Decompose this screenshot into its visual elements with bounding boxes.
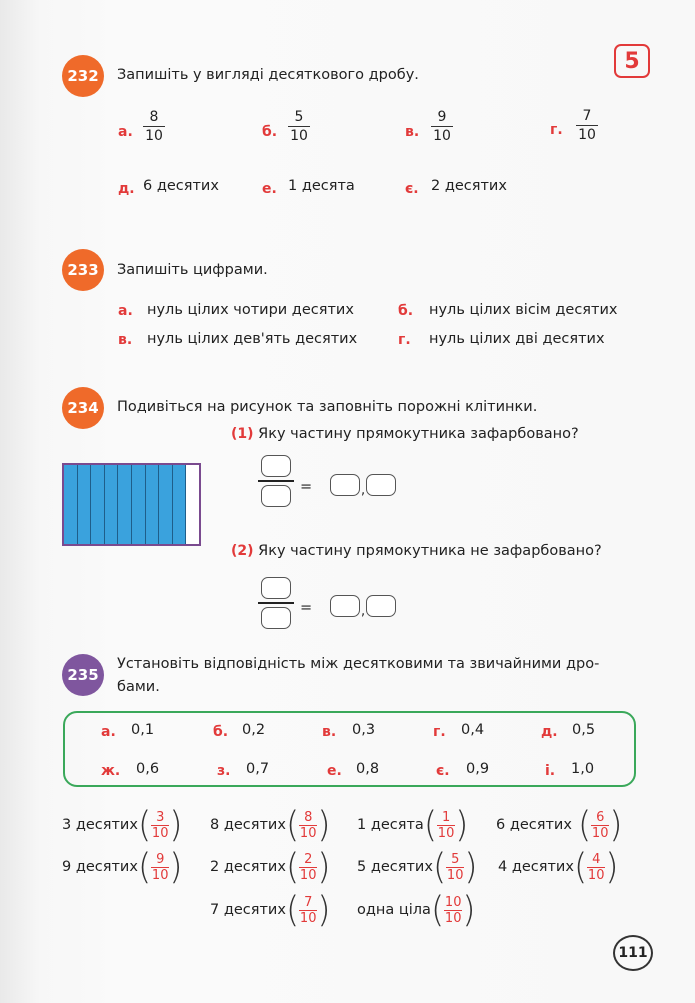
numerator: 4 [592, 851, 601, 867]
fraction-item: 3 десятих ( 3 10 ) [62, 804, 183, 846]
fraction-item: 9 десятих ( 9 10 ) [62, 846, 183, 888]
shaded-part [118, 465, 132, 544]
numerator: 1 [441, 809, 451, 825]
ex233-item-d: нуль цілих дві десятих [429, 331, 605, 347]
ex233-item-c: нуль цілих дев'ять десятих [147, 331, 358, 347]
ex235-label-e: д. [541, 724, 558, 740]
exercise-233-badge: 233 [62, 249, 104, 291]
denominator: 10 [151, 867, 169, 883]
numerator: 10 [444, 894, 462, 910]
exercise-233-title: Запишіть цифрами. [117, 262, 268, 278]
numerator: 9 [437, 109, 447, 125]
denominator: 10 [578, 127, 596, 143]
denominator-cell[interactable] [261, 607, 291, 629]
ex235-value-e: 0,5 [572, 722, 596, 738]
ex232-fraction-d [576, 108, 598, 143]
fraction-item: 6 десятих ( 6 10 ) [496, 804, 623, 846]
equals-sign: = [300, 479, 313, 495]
fraction-item: 8 десятих ( 8 10 ) [210, 804, 331, 846]
tenths-cell[interactable] [366, 595, 396, 617]
ex235-value-a: 0,1 [131, 722, 155, 738]
ex235-value-h: 0,8 [356, 761, 380, 777]
denominator: 10 [446, 867, 464, 883]
fraction-item: 5 десятих ( 5 10 ) [357, 846, 478, 888]
denominator: 10 [299, 910, 317, 926]
ex232-fraction-c [431, 109, 453, 144]
exercise-232-badge: 232 [62, 55, 104, 97]
ex232-fraction-b [288, 109, 310, 144]
ex234-answer-decimal-1 [330, 474, 396, 496]
denominator: 10 [444, 910, 462, 926]
ex235-label-d: г. [433, 724, 446, 740]
ex235-label-h: е. [327, 763, 342, 779]
shaded-part [173, 465, 187, 544]
fraction-words: 9 десятих [62, 859, 138, 875]
ex232-word-f: 1 десята [288, 178, 355, 194]
exercise-235-title-line2: бами. [117, 679, 160, 695]
denominator: 10 [591, 825, 609, 841]
whole-part-cell[interactable] [330, 474, 360, 496]
decimal-comma: , [361, 604, 366, 619]
numerator: 7 [582, 108, 592, 124]
ex235-label-i: є. [436, 763, 450, 779]
fraction-words: 7 десятих [210, 902, 286, 918]
denominator: 10 [151, 825, 169, 841]
ex235-value-b: 0,2 [242, 722, 266, 738]
fraction-item: 4 десятих ( 4 10 ) [498, 846, 619, 888]
ex232-label-g: є. [405, 181, 419, 197]
exercise-234-title: Подивіться на рисунок та заповніть порожні клітинки. [117, 399, 538, 415]
q2-text: Яку частину прямокутника не зафарбовано? [258, 543, 602, 559]
ex232-word-e: 6 десятих [143, 178, 219, 194]
numerator: 8 [149, 109, 159, 125]
numerator: 7 [304, 894, 313, 910]
page-number: 111 [613, 935, 653, 971]
numerator: 6 [596, 809, 605, 825]
ex234-answer-fraction-2 [258, 577, 294, 629]
ex232-label-b: б. [262, 124, 278, 140]
ex235-value-f: 0,6 [136, 761, 160, 777]
ex235-label-c: в. [322, 724, 337, 740]
exercise-234-badge: 234 [62, 387, 104, 429]
ex233-label-b: б. [398, 303, 414, 319]
numerator: 3 [156, 809, 165, 825]
exercise-232-title: Запишіть у вигляді десяткового дробу. [117, 67, 419, 83]
fraction-words: 1 десята [357, 817, 424, 833]
q1-label: (1) [231, 426, 254, 442]
ex235-value-d: 0,4 [461, 722, 485, 738]
ex235-label-j: і. [545, 763, 556, 779]
unshaded-part [186, 465, 199, 544]
denominator-cell[interactable] [261, 485, 291, 507]
ex233-label-d: г. [398, 332, 411, 348]
ex232-label-e: д. [118, 181, 135, 197]
ex234-answer-decimal-2 [330, 595, 396, 617]
fraction-words: 5 десятих [357, 859, 433, 875]
numerator: 2 [304, 851, 313, 867]
ex235-label-b: б. [213, 724, 229, 740]
fraction-words: 8 десятих [210, 817, 286, 833]
ex232-word-g: 2 десятих [431, 178, 507, 194]
fraction-words: 6 десятих [496, 817, 572, 833]
fraction-words: одна ціла [357, 902, 431, 918]
ex233-item-b: нуль цілих вісім десятих [429, 302, 618, 318]
tenths-cell[interactable] [366, 474, 396, 496]
ex235-value-c: 0,3 [352, 722, 376, 738]
numerator: 5 [294, 109, 304, 125]
fraction-words: 4 десятих [498, 859, 574, 875]
numerator: 5 [451, 851, 460, 867]
shaded-part [132, 465, 146, 544]
ex232-label-d: г. [550, 122, 563, 138]
partitioned-rectangle [62, 463, 201, 546]
denominator: 10 [437, 825, 455, 841]
fraction-words: 3 десятих [62, 817, 138, 833]
ex235-label-g: з. [217, 763, 231, 779]
decimal-comma: , [361, 483, 366, 498]
denominator: 10 [433, 128, 451, 144]
shaded-part [146, 465, 160, 544]
ex234-answer-fraction-1 [258, 455, 294, 507]
whole-part-cell[interactable] [330, 595, 360, 617]
exercise-235-badge: 235 [62, 654, 104, 696]
q1-text: Яку частину прямокутника зафарбовано? [258, 426, 579, 442]
shaded-part [105, 465, 119, 544]
ex235-value-j: 1,0 [571, 761, 595, 777]
numerator: 9 [156, 851, 165, 867]
numerator: 8 [304, 809, 313, 825]
fraction-item: одна ціла ( 10 10 ) [357, 889, 476, 931]
shaded-part [159, 465, 173, 544]
numerator-cell[interactable] [261, 455, 291, 477]
ex235-value-g: 0,7 [246, 761, 270, 777]
ex233-label-c: в. [118, 332, 133, 348]
shaded-part [78, 465, 92, 544]
ex233-label-a: а. [118, 303, 133, 319]
ex234-question-2 [231, 543, 602, 559]
fraction-item: 7 десятих ( 7 10 ) [210, 889, 331, 931]
exercise-235-title-line1: Установіть відповідність між десятковими та звичайними дро- [117, 656, 600, 672]
ex235-value-i: 0,9 [466, 761, 490, 777]
ex233-item-a: нуль цілих чотири десятих [147, 302, 354, 318]
ex232-fraction-a [143, 109, 165, 144]
ex232-label-a: а. [118, 124, 133, 140]
shaded-part [91, 465, 105, 544]
ex235-label-a: а. [101, 724, 116, 740]
fraction-item: 1 десята ( 1 10 ) [357, 804, 469, 846]
q2-label: (2) [231, 543, 254, 559]
ex234-question-1 [231, 426, 579, 442]
numerator-cell[interactable] [261, 577, 291, 599]
shaded-part [64, 465, 78, 544]
ex232-label-f: е. [262, 181, 277, 197]
denominator: 10 [299, 825, 317, 841]
equals-sign: = [300, 600, 313, 616]
denominator: 10 [290, 128, 308, 144]
ex232-label-c: в. [405, 124, 420, 140]
chapter-badge: 5 [614, 44, 650, 78]
denominator: 10 [299, 867, 317, 883]
fraction-item: 2 десятих ( 2 10 ) [210, 846, 331, 888]
denominator: 10 [587, 867, 605, 883]
denominator: 10 [145, 128, 163, 144]
ex235-label-f: ж. [101, 763, 121, 779]
fraction-words: 2 десятих [210, 859, 286, 875]
